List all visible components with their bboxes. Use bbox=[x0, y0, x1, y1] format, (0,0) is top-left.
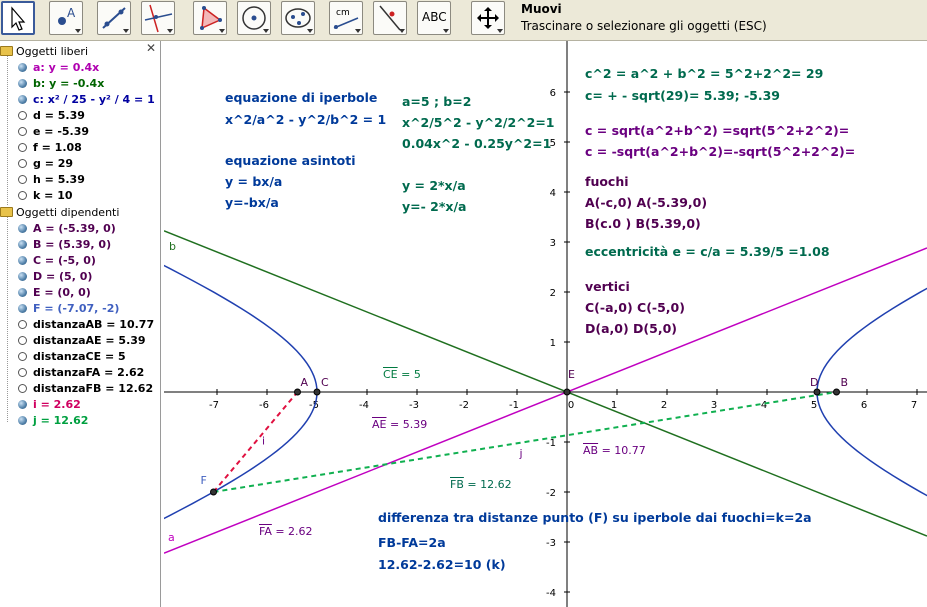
algebra-item[interactable] bbox=[18, 254, 96, 267]
equation-numeric[interactable]: 0.04x^2 - 0.25y^2=1 bbox=[402, 136, 552, 151]
algebra-item-text: D = (5, 0) bbox=[33, 270, 93, 283]
x-tick-label: 3 bbox=[710, 400, 718, 411]
asymptote-a-label: a bbox=[168, 531, 175, 545]
hidden-toggle-icon[interactable] bbox=[18, 320, 27, 329]
x-tick-label: -6 bbox=[259, 400, 269, 411]
algebra-item-text: f = 1.08 bbox=[33, 141, 82, 154]
algebra-item[interactable] bbox=[18, 286, 91, 299]
c-negative-text[interactable]: c = -sqrt(a^2+b^2)=-sqrt(5^2+2^2)= bbox=[585, 144, 856, 159]
point-tool-button[interactable] bbox=[49, 1, 83, 35]
y-tick-label: 3 bbox=[549, 238, 556, 249]
visible-toggle-icon[interactable] bbox=[18, 224, 27, 233]
hidden-toggle-icon[interactable] bbox=[18, 111, 27, 120]
x-tick-label: -5 bbox=[309, 400, 319, 411]
ellipse-tool-button[interactable] bbox=[281, 1, 315, 35]
svg-text:A: A bbox=[67, 6, 76, 20]
point-label-a: A bbox=[300, 376, 309, 389]
point-d[interactable] bbox=[814, 389, 820, 395]
asymptote-numeric-2[interactable]: y=- 2*x/a bbox=[402, 199, 467, 214]
difference-formula[interactable]: FB-FA=2a bbox=[378, 535, 446, 550]
tree-line bbox=[7, 56, 8, 205]
point-label-f: F bbox=[200, 474, 207, 487]
vertices-title[interactable]: vertici bbox=[585, 279, 630, 294]
algebra-item-text: k = 10 bbox=[33, 189, 73, 202]
algebra-item-text: distanzaAB = 10.77 bbox=[33, 318, 155, 331]
text-abc-icon: ABC bbox=[422, 10, 447, 24]
equation-formula[interactable]: x^2/a^2 - y^2/b^2 = 1 bbox=[225, 112, 387, 127]
tool-help-text: Trascinare o selezionare gli oggetti (ESC) bbox=[521, 19, 767, 33]
algebra-item[interactable] bbox=[18, 302, 119, 315]
y-tick-label: -3 bbox=[546, 538, 556, 549]
distance-fa-label[interactable]: $\overline{FA} = 2.62$ bbox=[259, 525, 313, 538]
hidden-toggle-icon[interactable] bbox=[18, 159, 27, 168]
asymptote-numeric-1[interactable]: y = 2*x/a bbox=[402, 178, 466, 193]
x-tick-label: 1 bbox=[610, 400, 618, 411]
point-label-c: C bbox=[321, 376, 329, 389]
algebra-item-text: a: y = 0.4x bbox=[33, 61, 100, 74]
algebra-item[interactable] bbox=[18, 222, 116, 235]
svg-text:cm: cm bbox=[336, 8, 350, 18]
visible-toggle-icon[interactable] bbox=[18, 416, 27, 425]
point-c[interactable] bbox=[314, 389, 320, 395]
x-tick-label: 7 bbox=[910, 400, 918, 411]
algebra-item-text: g = 29 bbox=[33, 157, 74, 170]
c-squared-text[interactable]: c^2 = a^2 + b^2 = 5^2+2^2= 29 bbox=[585, 66, 824, 81]
reflect-tool-button[interactable] bbox=[373, 1, 407, 35]
x-tick-label: -1 bbox=[509, 400, 519, 411]
x-tick-label: 4 bbox=[760, 400, 768, 411]
hidden-toggle-icon[interactable] bbox=[18, 352, 27, 361]
segment-i-label: i bbox=[262, 434, 266, 448]
distance-tool-button[interactable] bbox=[329, 1, 363, 35]
point-label-e: E bbox=[568, 368, 575, 381]
distance-ce-label[interactable]: $\overline{CE} = 5$ bbox=[383, 368, 421, 381]
algebra-item[interactable] bbox=[18, 173, 85, 186]
c-value-text[interactable]: c= + - sqrt(29)= 5.39; -5.39 bbox=[585, 88, 780, 103]
algebra-item[interactable] bbox=[18, 334, 146, 347]
hidden-toggle-icon[interactable] bbox=[18, 368, 27, 377]
y-tick-label: -1 bbox=[546, 438, 556, 449]
algebra-item-text: b: y = -0.4x bbox=[33, 77, 105, 90]
foci-a-text[interactable]: A(-c,0) A(-5.39,0) bbox=[585, 195, 708, 210]
algebra-item[interactable] bbox=[18, 61, 99, 74]
point-e[interactable] bbox=[564, 389, 570, 395]
x-tick-label: -4 bbox=[359, 400, 369, 411]
segment-j-label: j bbox=[519, 447, 523, 460]
algebra-item[interactable] bbox=[18, 109, 85, 122]
perpendicular-tool-button[interactable] bbox=[141, 1, 175, 35]
algebra-item[interactable] bbox=[18, 350, 126, 363]
algebra-item[interactable] bbox=[18, 366, 144, 379]
visible-toggle-icon[interactable] bbox=[18, 400, 27, 409]
tool-title: Muovi bbox=[521, 2, 562, 16]
algebra-item[interactable] bbox=[18, 382, 153, 395]
algebra-item[interactable] bbox=[18, 93, 155, 106]
x-tick-label: 6 bbox=[860, 400, 868, 411]
visible-toggle-icon[interactable] bbox=[18, 240, 27, 249]
algebra-item-text: C = (-5, 0) bbox=[33, 254, 96, 267]
algebra-item-text: A = (-5.39, 0) bbox=[33, 222, 116, 235]
y-tick-label: 6 bbox=[549, 88, 556, 99]
vertices-c-text[interactable]: C(-a,0) C(-5,0) bbox=[585, 300, 685, 315]
equation-title[interactable]: equazione di iperbole bbox=[225, 90, 378, 105]
ab-values-text[interactable]: a=5 ; b=2 bbox=[402, 94, 472, 109]
algebra-item[interactable] bbox=[18, 414, 88, 427]
move-view-tool-button[interactable] bbox=[471, 1, 505, 35]
algebra-item-text: B = (5.39, 0) bbox=[33, 238, 112, 251]
visible-toggle-icon[interactable] bbox=[18, 272, 27, 281]
x-tick-label: 2 bbox=[660, 400, 668, 411]
hidden-toggle-icon[interactable] bbox=[18, 384, 27, 393]
point-label-d: D bbox=[810, 376, 819, 389]
close-icon[interactable]: ✕ bbox=[146, 41, 157, 55]
vertices-d-text[interactable]: D(a,0) D(5,0) bbox=[585, 321, 677, 336]
visible-toggle-icon[interactable] bbox=[18, 288, 27, 297]
visible-toggle-icon[interactable] bbox=[18, 63, 27, 72]
asymptote-eq-1[interactable]: y = bx/a bbox=[225, 174, 283, 189]
point-b[interactable] bbox=[834, 389, 840, 395]
algebra-item[interactable] bbox=[18, 238, 111, 251]
algebra-item[interactable] bbox=[18, 189, 73, 202]
foci-title[interactable]: fuochi bbox=[585, 174, 629, 189]
algebra-item[interactable] bbox=[18, 125, 89, 138]
algebra-item-text: c: x² / 25 - y² / 4 = 1 bbox=[33, 93, 155, 106]
c-positive-text[interactable]: c = sqrt(a^2+b^2) =sqrt(5^2+2^2)= bbox=[585, 123, 850, 138]
y-tick-label: -4 bbox=[546, 588, 556, 599]
y-tick-label: 2 bbox=[549, 288, 556, 299]
text-tool-button[interactable] bbox=[417, 1, 451, 35]
distance-ae-label[interactable]: $\overline{AE} = 5.39$ bbox=[372, 418, 428, 431]
eccentricity-text[interactable]: eccentricità e = c/a = 5.39/5 =1.08 bbox=[585, 244, 830, 259]
algebra-item-text: e = -5.39 bbox=[33, 125, 90, 138]
algebra-item[interactable] bbox=[18, 270, 92, 283]
folder-icon bbox=[0, 207, 13, 217]
hidden-toggle-icon[interactable] bbox=[18, 175, 27, 184]
polygon-tool-button[interactable] bbox=[193, 1, 227, 35]
x-tick-label: 0 bbox=[567, 400, 575, 411]
folder-icon bbox=[0, 46, 13, 56]
point-f[interactable] bbox=[211, 489, 217, 495]
segment-j-fb[interactable] bbox=[214, 392, 837, 492]
line-tool-button[interactable] bbox=[97, 1, 131, 35]
algebra-item[interactable] bbox=[18, 157, 73, 170]
visible-toggle-icon[interactable] bbox=[18, 95, 27, 104]
asymptote-b-label: b bbox=[169, 239, 176, 253]
point-a[interactable] bbox=[295, 389, 301, 395]
segment-i-fa[interactable] bbox=[214, 392, 298, 492]
hidden-toggle-icon[interactable] bbox=[18, 336, 27, 345]
tree-line bbox=[7, 217, 8, 422]
visible-toggle-icon[interactable] bbox=[18, 79, 27, 88]
distance-ab-label[interactable]: $\overline{AB} = 10.77$ bbox=[583, 444, 646, 457]
foci-b-text[interactable]: B(c.0 ) B(5.39,0) bbox=[585, 216, 701, 231]
algebra-item-text: distanzaFB = 12.62 bbox=[33, 382, 154, 395]
distance-fb-label[interactable]: $\overline{FB} = 12.62$ bbox=[450, 478, 512, 491]
hidden-toggle-icon[interactable] bbox=[18, 191, 27, 200]
circle-tool-button[interactable] bbox=[237, 1, 271, 35]
hidden-toggle-icon[interactable] bbox=[18, 143, 27, 152]
algebra-item-text: d = 5.39 bbox=[33, 109, 85, 122]
algebra-item[interactable] bbox=[18, 77, 104, 90]
point-label-b: B bbox=[840, 376, 849, 389]
algebra-item-text: distanzaCE = 5 bbox=[33, 350, 126, 363]
algebra-item-text: i = 2.62 bbox=[33, 398, 81, 411]
x-tick-label: -2 bbox=[459, 400, 469, 411]
algebra-item-text: F = (-7.07, -2) bbox=[33, 302, 120, 315]
y-tick-label: -2 bbox=[546, 488, 556, 499]
cursor-arrow-icon bbox=[3, 3, 33, 33]
algebra-view bbox=[0, 41, 161, 607]
x-tick-label: -3 bbox=[409, 400, 419, 411]
algebra-item[interactable] bbox=[18, 141, 82, 154]
free-objects-header[interactable]: Oggetti liberi bbox=[0, 45, 88, 58]
toolbar bbox=[0, 0, 927, 41]
x-tick-label: 5 bbox=[810, 400, 818, 411]
algebra-item-text: distanzaFA = 2.62 bbox=[33, 366, 145, 379]
graphics-view[interactable] bbox=[164, 41, 927, 607]
y-tick-label: 5 bbox=[549, 138, 556, 149]
algebra-item-text: j = 12.62 bbox=[33, 414, 89, 427]
x-tick-label: -7 bbox=[209, 400, 219, 411]
dependent-objects-header[interactable]: Oggetti dipendenti bbox=[0, 206, 119, 219]
move-tool-button[interactable] bbox=[1, 1, 35, 35]
difference-numeric[interactable]: 12.62-2.62=10 (k) bbox=[378, 557, 506, 572]
algebra-item[interactable] bbox=[18, 398, 81, 411]
algebra-item-text: E = (0, 0) bbox=[33, 286, 91, 299]
algebra-item[interactable] bbox=[18, 318, 154, 331]
asymptote-eq-2[interactable]: y=-bx/a bbox=[225, 195, 279, 210]
visible-toggle-icon[interactable] bbox=[18, 256, 27, 265]
y-tick-label: 4 bbox=[549, 188, 556, 199]
hidden-toggle-icon[interactable] bbox=[18, 127, 27, 136]
difference-title[interactable]: differenza tra distanze punto (F) su iperbole dai fuochi=k=2a bbox=[378, 510, 812, 525]
y-tick-label: 1 bbox=[549, 338, 556, 349]
algebra-item-text: distanzaAE = 5.39 bbox=[33, 334, 146, 347]
visible-toggle-icon[interactable] bbox=[18, 304, 27, 313]
algebra-item-text: h = 5.39 bbox=[33, 173, 85, 186]
asymptote-title[interactable]: equazione asintoti bbox=[225, 153, 356, 168]
equation-substituted[interactable]: x^2/5^2 - y^2/2^2=1 bbox=[402, 115, 555, 130]
